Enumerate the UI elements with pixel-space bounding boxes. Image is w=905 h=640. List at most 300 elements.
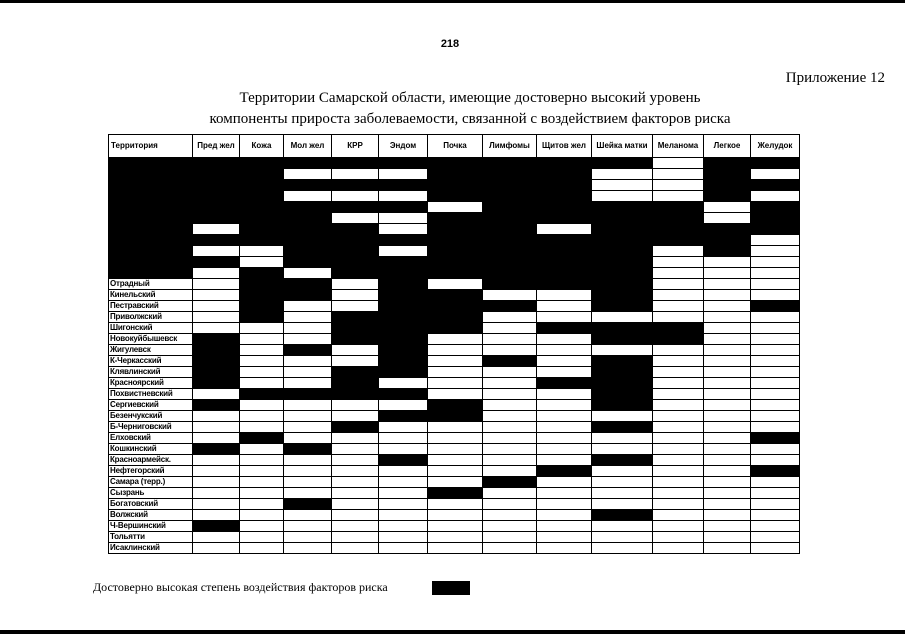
risk-cell	[751, 202, 800, 213]
risk-cell	[751, 532, 800, 543]
risk-cell	[193, 400, 240, 411]
legend-swatch	[432, 581, 470, 595]
risk-cell	[483, 543, 537, 554]
risk-cell	[483, 202, 537, 213]
risk-cell	[537, 257, 592, 268]
risk-cell	[240, 323, 284, 334]
risk-cell	[379, 158, 428, 169]
risk-cell	[240, 158, 284, 169]
risk-cell	[428, 290, 483, 301]
table-row	[109, 466, 800, 477]
risk-cell	[592, 400, 653, 411]
risk-cell	[193, 444, 240, 455]
risk-cell	[653, 400, 704, 411]
table-row	[109, 488, 800, 499]
risk-cell	[653, 301, 704, 312]
risk-cell	[193, 169, 240, 180]
risk-cell	[332, 180, 379, 191]
table-row	[109, 158, 800, 169]
risk-cell	[428, 345, 483, 356]
risk-cell	[483, 224, 537, 235]
risk-cell	[537, 191, 592, 202]
risk-cell	[483, 257, 537, 268]
risk-cell	[379, 224, 428, 235]
risk-cell	[379, 202, 428, 213]
risk-cell	[240, 356, 284, 367]
risk-cell	[332, 367, 379, 378]
territory-name: Клявлинский	[109, 367, 193, 378]
risk-cell	[379, 444, 428, 455]
risk-cell	[653, 543, 704, 554]
risk-cell	[332, 312, 379, 323]
risk-cell	[653, 345, 704, 356]
risk-cell	[332, 455, 379, 466]
risk-cell	[284, 466, 332, 477]
risk-cell	[653, 202, 704, 213]
risk-cell	[537, 400, 592, 411]
risk-cell	[704, 367, 751, 378]
risk-cell	[704, 180, 751, 191]
risk-cell	[379, 543, 428, 554]
risk-cell	[483, 290, 537, 301]
risk-cell	[751, 169, 800, 180]
risk-cell	[592, 543, 653, 554]
risk-cell	[483, 246, 537, 257]
risk-cell	[483, 334, 537, 345]
column-header: Щитов жел	[537, 135, 592, 158]
risk-cell	[193, 158, 240, 169]
risk-cell	[704, 312, 751, 323]
risk-cell	[592, 345, 653, 356]
risk-cell	[653, 191, 704, 202]
risk-cell	[483, 213, 537, 224]
territory-name: Красноармейск.	[109, 455, 193, 466]
risk-cell	[653, 334, 704, 345]
risk-cell	[240, 477, 284, 488]
table-row	[109, 224, 800, 235]
risk-cell	[751, 433, 800, 444]
risk-cell	[483, 433, 537, 444]
risk-cell	[653, 158, 704, 169]
risk-cell	[332, 488, 379, 499]
risk-cell	[428, 334, 483, 345]
risk-cell	[483, 312, 537, 323]
territory-name: Кошкинский	[109, 444, 193, 455]
risk-cell	[592, 510, 653, 521]
risk-cell	[379, 378, 428, 389]
territory-name	[109, 191, 193, 202]
table-row	[109, 202, 800, 213]
risk-cell	[428, 257, 483, 268]
risk-cell	[428, 422, 483, 433]
territory-name: К-Черкасский	[109, 356, 193, 367]
risk-cell	[193, 378, 240, 389]
risk-cell	[592, 466, 653, 477]
risk-cell	[428, 268, 483, 279]
risk-cell	[483, 356, 537, 367]
risk-cell	[751, 345, 800, 356]
risk-cell	[653, 477, 704, 488]
risk-cell	[653, 521, 704, 532]
risk-cell	[284, 257, 332, 268]
risk-cell	[193, 411, 240, 422]
risk-cell	[240, 213, 284, 224]
risk-cell	[379, 191, 428, 202]
risk-cell	[704, 345, 751, 356]
risk-cell	[751, 378, 800, 389]
territory-name: Самара (терр.)	[109, 477, 193, 488]
risk-cell	[704, 290, 751, 301]
territory-name: Пестравский	[109, 301, 193, 312]
table-row	[109, 378, 800, 389]
risk-cell	[537, 499, 592, 510]
risk-cell	[240, 378, 284, 389]
risk-cell	[592, 433, 653, 444]
risk-cell	[379, 323, 428, 334]
risk-cell	[240, 488, 284, 499]
risk-cell	[751, 246, 800, 257]
risk-cell	[240, 268, 284, 279]
risk-cell	[428, 389, 483, 400]
risk-cell	[483, 521, 537, 532]
risk-cell	[751, 356, 800, 367]
risk-cell	[379, 334, 428, 345]
table-row	[109, 400, 800, 411]
risk-cell	[379, 356, 428, 367]
table-row	[109, 477, 800, 488]
risk-cell	[284, 400, 332, 411]
risk-cell	[193, 224, 240, 235]
risk-cell	[704, 378, 751, 389]
risk-cell	[537, 510, 592, 521]
risk-cell	[428, 543, 483, 554]
risk-cell	[537, 411, 592, 422]
risk-cell	[653, 169, 704, 180]
risk-cell	[428, 510, 483, 521]
risk-cell	[751, 499, 800, 510]
risk-cell	[193, 433, 240, 444]
risk-cell	[653, 268, 704, 279]
table-row	[109, 543, 800, 554]
column-header: Кожа	[240, 135, 284, 158]
risk-cell	[751, 411, 800, 422]
risk-cell	[193, 499, 240, 510]
risk-cell	[332, 466, 379, 477]
risk-cell	[240, 466, 284, 477]
risk-cell	[751, 235, 800, 246]
risk-cell	[751, 180, 800, 191]
risk-cell	[428, 499, 483, 510]
risk-cell	[193, 290, 240, 301]
risk-cell	[332, 158, 379, 169]
risk-cell	[193, 301, 240, 312]
risk-cell	[193, 389, 240, 400]
risk-cell	[379, 532, 428, 543]
risk-cell	[537, 301, 592, 312]
table-row	[109, 235, 800, 246]
risk-cell	[379, 301, 428, 312]
risk-cell	[428, 213, 483, 224]
column-header: КРР	[332, 135, 379, 158]
column-header: Лимфомы	[483, 135, 537, 158]
risk-cell	[537, 466, 592, 477]
risk-cell	[193, 356, 240, 367]
risk-cell	[240, 191, 284, 202]
risk-cell	[428, 235, 483, 246]
risk-cell	[284, 246, 332, 257]
risk-cell	[704, 279, 751, 290]
risk-cell	[653, 356, 704, 367]
bottom-border	[0, 630, 905, 634]
risk-cell	[653, 532, 704, 543]
risk-cell	[653, 510, 704, 521]
table-header-row	[109, 135, 800, 158]
risk-cell	[332, 400, 379, 411]
table-row	[109, 169, 800, 180]
column-header: Шейка матки	[592, 135, 653, 158]
risk-cell	[193, 543, 240, 554]
risk-cell	[751, 367, 800, 378]
risk-cell	[704, 499, 751, 510]
risk-cell	[332, 290, 379, 301]
risk-cell	[379, 477, 428, 488]
risk-cell	[332, 279, 379, 290]
risk-cell	[428, 158, 483, 169]
risk-cell	[379, 345, 428, 356]
risk-cell	[332, 378, 379, 389]
risk-cell	[653, 213, 704, 224]
risk-cell	[240, 532, 284, 543]
territory-name	[109, 202, 193, 213]
risk-cell	[704, 268, 751, 279]
risk-cell	[704, 202, 751, 213]
column-header: Почка	[428, 135, 483, 158]
risk-cell	[332, 433, 379, 444]
risk-cell	[483, 268, 537, 279]
risk-cell	[751, 213, 800, 224]
risk-cell	[483, 323, 537, 334]
risk-cell	[193, 367, 240, 378]
risk-cell	[704, 301, 751, 312]
risk-cell	[428, 301, 483, 312]
risk-cell	[483, 235, 537, 246]
risk-cell	[592, 422, 653, 433]
risk-cell	[193, 235, 240, 246]
risk-cell	[379, 257, 428, 268]
risk-cell	[428, 378, 483, 389]
risk-cell	[332, 411, 379, 422]
risk-cell	[592, 334, 653, 345]
risk-cell	[483, 455, 537, 466]
risk-cell	[704, 532, 751, 543]
territory-name	[109, 268, 193, 279]
risk-cell	[704, 213, 751, 224]
table-row	[109, 422, 800, 433]
territory-name: Отрадный	[109, 279, 193, 290]
risk-cell	[483, 499, 537, 510]
risk-cell	[332, 422, 379, 433]
risk-cell	[483, 345, 537, 356]
table-row	[109, 257, 800, 268]
risk-cell	[284, 191, 332, 202]
territory-name: Безенчукский	[109, 411, 193, 422]
table-row	[109, 246, 800, 257]
column-header: Меланома	[653, 135, 704, 158]
risk-cell	[332, 213, 379, 224]
risk-cell	[751, 323, 800, 334]
column-header: Эндом	[379, 135, 428, 158]
risk-cell	[537, 543, 592, 554]
risk-cell	[483, 477, 537, 488]
territory-name: Новокуйбышевск	[109, 334, 193, 345]
risk-cell	[751, 279, 800, 290]
risk-cell	[284, 543, 332, 554]
risk-cell	[379, 521, 428, 532]
risk-cell	[751, 455, 800, 466]
risk-cell	[379, 400, 428, 411]
risk-cell	[483, 169, 537, 180]
risk-cell	[428, 279, 483, 290]
risk-cell	[653, 257, 704, 268]
risk-cell	[592, 367, 653, 378]
risk-cell	[240, 367, 284, 378]
territory-name	[109, 180, 193, 191]
risk-cell	[592, 499, 653, 510]
risk-cell	[332, 323, 379, 334]
risk-cell	[428, 411, 483, 422]
risk-cell	[428, 312, 483, 323]
risk-cell	[537, 356, 592, 367]
risk-cell	[284, 477, 332, 488]
risk-cell	[592, 323, 653, 334]
risk-cell	[537, 444, 592, 455]
risk-cell	[428, 356, 483, 367]
territory-name	[109, 235, 193, 246]
risk-cell	[379, 279, 428, 290]
risk-cell	[704, 356, 751, 367]
risk-cell	[653, 279, 704, 290]
risk-cell	[284, 389, 332, 400]
risk-cell	[537, 202, 592, 213]
risk-cell	[332, 356, 379, 367]
risk-cell	[332, 444, 379, 455]
risk-cell	[193, 510, 240, 521]
risk-cell	[537, 180, 592, 191]
risk-cell	[537, 433, 592, 444]
table-row	[109, 301, 800, 312]
risk-cell	[284, 356, 332, 367]
table-row	[109, 356, 800, 367]
risk-cell	[751, 389, 800, 400]
risk-cell	[537, 334, 592, 345]
risk-cell	[592, 257, 653, 268]
risk-cell	[240, 334, 284, 345]
risk-cell	[751, 290, 800, 301]
risk-cell	[193, 477, 240, 488]
risk-cell	[193, 268, 240, 279]
territory-name: Нефтегорский	[109, 466, 193, 477]
table-row	[109, 279, 800, 290]
table-row	[109, 455, 800, 466]
risk-cell	[704, 422, 751, 433]
risk-cell	[483, 389, 537, 400]
risk-cell	[240, 235, 284, 246]
risk-cell	[483, 367, 537, 378]
risk-cell	[428, 323, 483, 334]
risk-cell	[653, 455, 704, 466]
risk-cell	[653, 422, 704, 433]
risk-cell	[428, 246, 483, 257]
risk-cell	[592, 301, 653, 312]
risk-cell	[332, 334, 379, 345]
risk-cell	[332, 543, 379, 554]
table-row	[109, 290, 800, 301]
risk-cell	[592, 246, 653, 257]
risk-cell	[537, 455, 592, 466]
risk-cell	[537, 367, 592, 378]
risk-cell	[704, 510, 751, 521]
table-row	[109, 191, 800, 202]
risk-cell	[193, 455, 240, 466]
risk-cell	[653, 444, 704, 455]
risk-cell	[537, 169, 592, 180]
column-header: Легкое	[704, 135, 751, 158]
risk-cell	[704, 466, 751, 477]
territory-name: Ч-Вершинский	[109, 521, 193, 532]
risk-cell	[537, 290, 592, 301]
risk-cell	[332, 345, 379, 356]
risk-cell	[653, 180, 704, 191]
risk-cell	[592, 169, 653, 180]
table-row	[109, 411, 800, 422]
risk-cell	[240, 389, 284, 400]
risk-cell	[751, 477, 800, 488]
risk-cell	[284, 378, 332, 389]
territory-name	[109, 257, 193, 268]
table-row	[109, 499, 800, 510]
risk-cell	[284, 499, 332, 510]
risk-cell	[428, 433, 483, 444]
risk-cell	[240, 257, 284, 268]
risk-cell	[240, 301, 284, 312]
territory-name: Сызрань	[109, 488, 193, 499]
risk-cell	[704, 389, 751, 400]
risk-cell	[284, 433, 332, 444]
risk-cell	[592, 202, 653, 213]
risk-cell	[537, 279, 592, 290]
risk-cell	[193, 312, 240, 323]
territory-name	[109, 224, 193, 235]
risk-cell	[240, 246, 284, 257]
risk-cell	[704, 191, 751, 202]
territory-name: Исаклинский	[109, 543, 193, 554]
risk-cell	[240, 422, 284, 433]
risk-cell	[428, 488, 483, 499]
risk-cell	[704, 169, 751, 180]
risk-cell	[653, 389, 704, 400]
risk-cell	[483, 532, 537, 543]
risk-cell	[284, 169, 332, 180]
risk-cell	[240, 444, 284, 455]
risk-cell	[592, 455, 653, 466]
risk-cell	[193, 334, 240, 345]
risk-cell	[240, 433, 284, 444]
risk-cell	[653, 312, 704, 323]
risk-cell	[379, 389, 428, 400]
risk-cell	[704, 521, 751, 532]
risk-cell	[592, 224, 653, 235]
territory-name	[109, 169, 193, 180]
